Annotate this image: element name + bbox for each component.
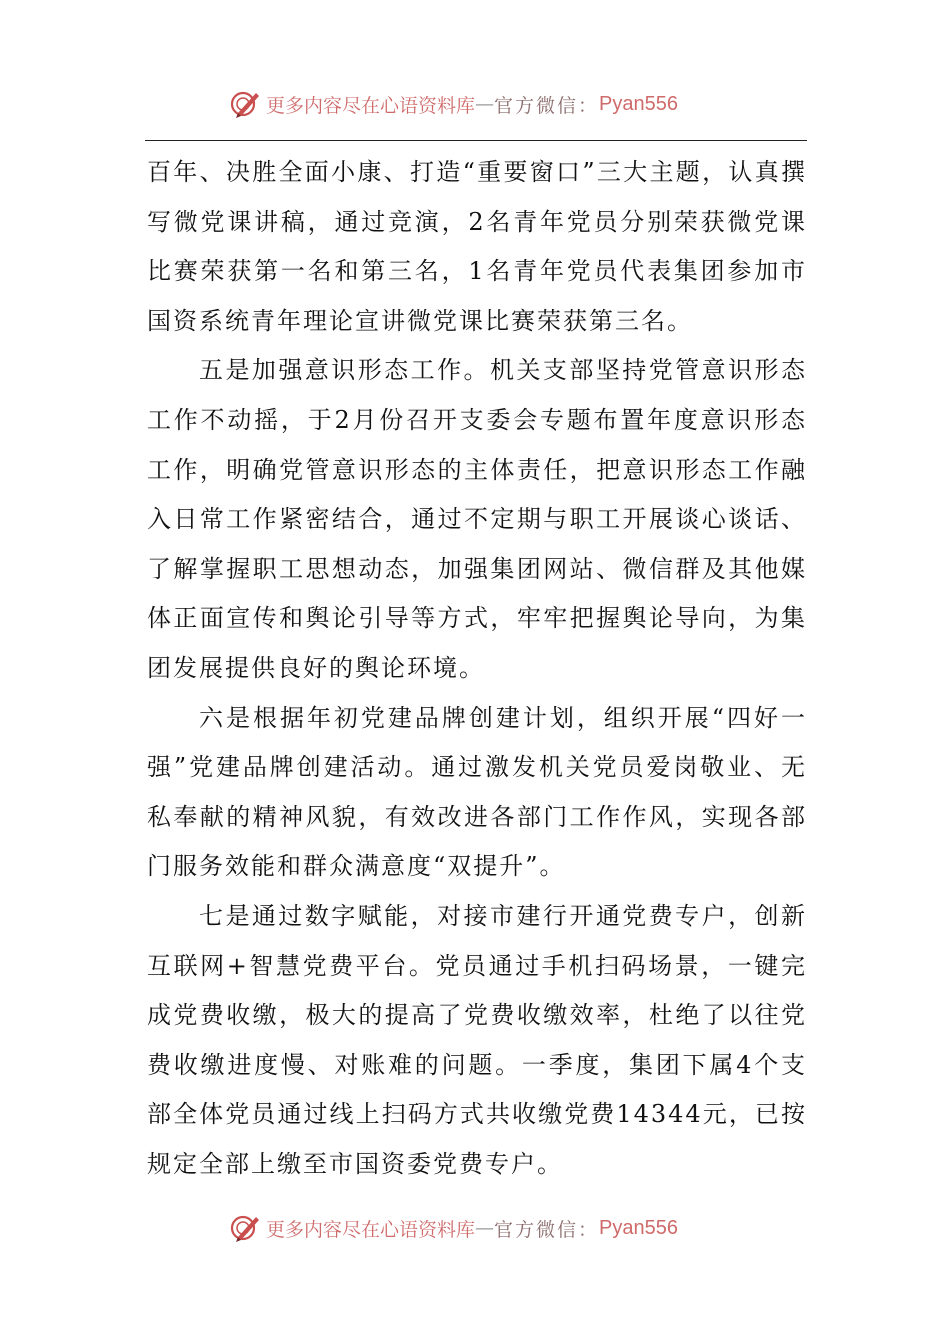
header-divider <box>145 140 807 141</box>
header-banner-content <box>228 84 678 124</box>
pen-logo-icon <box>228 87 262 121</box>
paragraph-party-brand: 六是根据年初党建品牌创建计划，组织开展“四好一强”党建品牌创建活动。通过激发机关党员爱岗敬业、无私奉献的精神风貌，有效改进各部门工作作风，实现各部门服务效能和群众满意度“双提升”。 <box>147 703 807 881</box>
footer-separator: — <box>475 1217 495 1239</box>
header-brand-text: 更多内容尽在心语资料库 <box>266 94 476 117</box>
header-wechat-id: Pyan556 <box>599 92 678 115</box>
paragraph-continued: 百年、决胜全面小康、打造“重要窗口”三大主题，认真撰写微党课讲稿，通过竞演，2名青年党员分别荣获微党课比赛荣获第一名和第三名，1名青年党员代表集团参加市国资系统青年理论宣讲微党课比赛荣获第三名。 <box>147 158 807 335</box>
paragraph-digital-dues: 七是通过数字赋能，对接市建行开通党费专户，创新互联网+智慧党费平台。党员通过手机扫码场景，一键完成党费收缴，极大的提高了党费收缴效率，杜绝了以往党费收缴进度慢、对账难的问题。一季度，集团下属4个支部全体党员通过线上扫码方式共收缴党费14344元，已按规定全部上缴至市国资委党费专户。 <box>147 901 807 1178</box>
header-banner <box>0 84 950 124</box>
header-wechat-label: 官方微信： <box>494 94 600 117</box>
footer-brand-text: 更多内容尽在心语资料库 <box>266 1218 476 1241</box>
footer-banner <box>0 1208 950 1248</box>
document-body <box>147 148 807 1189</box>
header-separator: — <box>475 93 495 115</box>
footer-banner-content <box>228 1208 678 1248</box>
footer-wechat-id: Pyan556 <box>599 1216 678 1239</box>
paragraph-ideology-work: 五是加强意识形态工作。机关支部坚持党管意识形态工作不动摇，于2月份召开支委会专题布置年度意识形态工作，明确党管意识形态的主体责任，把意识形态工作融入日常工作紧密结合，通过不定期与职工开展谈心谈话、了解掌握职工思想动态，加强集团网站、微信群及其他媒体正面宣传和舆论引导等方式，牢牢把握舆论导向，为集团发展提供良好的舆论环境。 <box>147 356 807 682</box>
footer-wechat-label: 官方微信： <box>494 1218 600 1241</box>
pen-logo-icon <box>228 1211 262 1245</box>
